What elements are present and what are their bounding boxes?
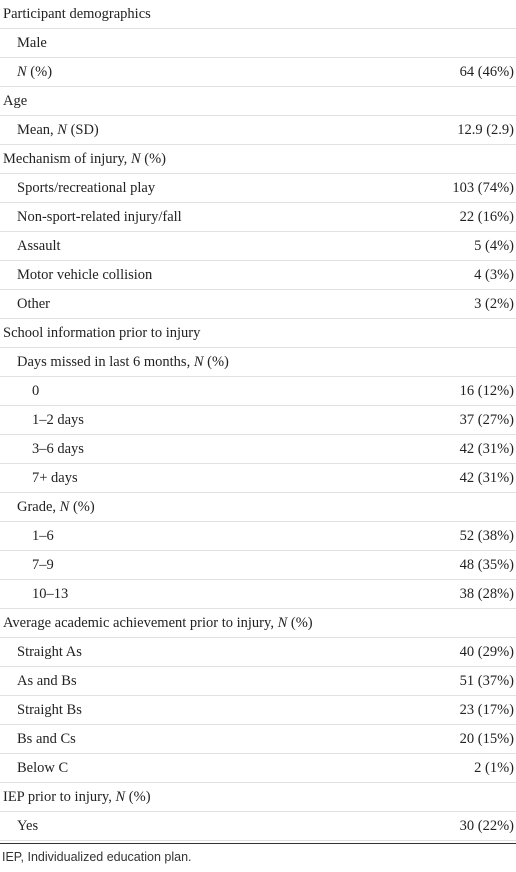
row-value: 103 (74%) [452,180,514,196]
table-row [0,87,516,116]
row-label: Average academic achievement prior to injury, N (%) [3,615,313,631]
row-value: 3 (2%) [474,296,514,312]
table-row [0,58,516,87]
row-value: 20 (15%) [459,731,514,747]
table-row [0,145,516,174]
row-label: 1–6 [32,528,54,544]
row-label: Days missed in last 6 months, N (%) [17,354,229,370]
table-row [0,783,516,812]
table-row [0,319,516,348]
table-row [0,406,516,435]
row-label: Below C [17,760,69,776]
row-label: 0 [32,383,40,399]
row-value: 22 (16%) [459,209,514,225]
table-row [0,754,516,783]
table-row [0,261,516,290]
row-value: 23 (17%) [459,702,514,718]
row-label: As and Bs [17,673,77,689]
row-label: 1–2 days [32,412,84,428]
row-label: N (%) [17,64,53,80]
table-row [0,580,516,609]
row-label: Age [3,93,28,109]
row-value: 37 (27%) [459,412,514,428]
row-value: 42 (31%) [459,441,514,457]
table-row [0,377,516,406]
table-row [0,29,516,58]
row-label: Grade, N (%) [17,499,95,515]
row-label: Assault [17,238,61,254]
table-row [0,290,516,319]
table-row [0,0,516,29]
row-value: 52 (38%) [459,528,514,544]
row-value: 16 (12%) [459,383,514,399]
table-row [0,203,516,232]
row-value: 38 (28%) [459,586,514,602]
table-row [0,638,516,667]
row-label: Participant demographics [3,6,151,22]
table-row [0,522,516,551]
row-value: 2 (1%) [474,760,514,776]
table-row [0,116,516,145]
row-value: 4 (3%) [474,267,514,283]
row-value: 40 (29%) [459,644,514,660]
table-row [0,551,516,580]
row-label: Straight As [17,644,82,660]
row-value: 42 (31%) [459,470,514,486]
table-bottom-rule [0,843,516,844]
table-row [0,435,516,464]
table-row [0,464,516,493]
row-label: 7+ days [32,470,78,486]
row-value: 51 (37%) [459,673,514,689]
row-label: Straight Bs [17,702,82,718]
table-footnote: IEP, Individualized education plan. [2,850,192,864]
table-row [0,696,516,725]
row-label: Mechanism of injury, N (%) [3,151,166,167]
table-row [0,609,516,638]
row-label: IEP prior to injury, N (%) [3,789,151,805]
table-row [0,493,516,522]
row-label: 7–9 [32,557,54,573]
row-label: 3–6 days [32,441,84,457]
row-value: 5 (4%) [474,238,514,254]
table-row [0,174,516,203]
row-label: Bs and Cs [17,731,76,747]
row-label: School information prior to injury [3,325,201,341]
row-label: Yes [17,818,39,834]
row-label: Motor vehicle collision [17,267,153,283]
row-value: 64 (46%) [459,64,514,80]
table-row [0,812,516,841]
table-row [0,232,516,261]
row-label: Sports/recreational play [17,180,156,196]
row-label: Non-sport-related injury/fall [17,209,182,225]
row-value: 48 (35%) [459,557,514,573]
row-label: Mean, N (SD) [17,122,99,138]
row-value: 12.9 (2.9) [457,122,514,138]
table-row [0,725,516,754]
row-label: Other [17,296,51,312]
table-row [0,667,516,696]
table-row [0,348,516,377]
row-label: 10–13 [32,586,69,602]
row-value: 30 (22%) [459,818,514,834]
row-label: Male [17,35,47,51]
